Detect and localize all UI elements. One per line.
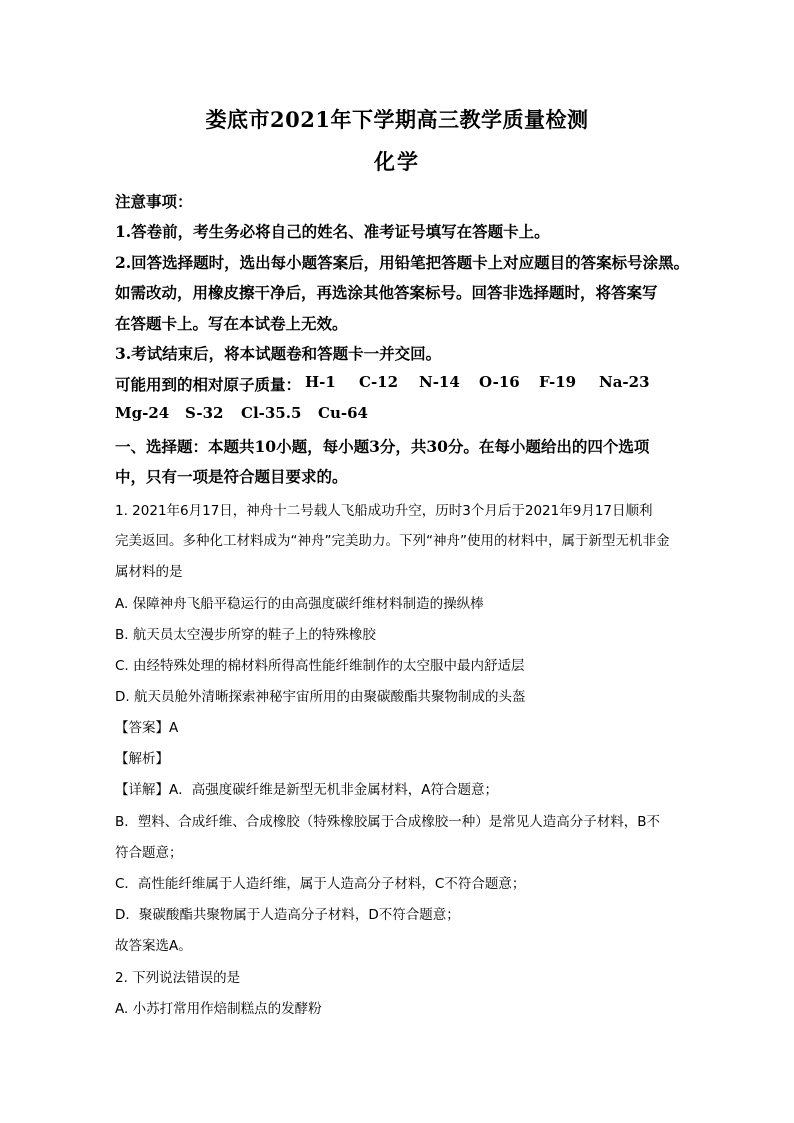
atomic-mass-value: Mg-24 bbox=[115, 404, 170, 422]
atomic-mass-value: Cl-35.5 bbox=[241, 404, 302, 422]
q1-detail-line-5: D．聚碳酸酯共聚物属于人造高分子材料，D不符合题意； bbox=[115, 907, 460, 923]
subject-title: 化学 bbox=[374, 149, 420, 174]
exam-title: 娄底市2021年下学期高三教学质量检测 bbox=[205, 107, 589, 132]
atomic-mass-value: Na-23 bbox=[599, 373, 650, 391]
q1-conclusion: 故答案选A。 bbox=[115, 938, 192, 954]
atomic-mass-value: O-16 bbox=[479, 373, 520, 391]
note-item-1: 1.答卷前，考生务必将自己的姓名、准考证号填写在答题卡上。 bbox=[115, 222, 550, 241]
note-item-2-line-1: 2.回答选择题时，选出每小题答案后，用铅笔把答题卡上对应题目的答案标号涂黑。 bbox=[115, 253, 690, 272]
atomic-mass-value: F-19 bbox=[539, 373, 577, 391]
q1-stem-line-1: 1. 2021年6月17日，神舟十二号载人飞船成功升空，历时3个月后于2021年9月17日顺利 bbox=[115, 503, 653, 519]
q2-option-a: A. 小苏打常用作焙制糕点的发酵粉 bbox=[115, 1001, 322, 1017]
q1-option-a: A. 保障神舟飞船平稳运行的由高强度碳纤维材料制造的操纵棒 bbox=[115, 596, 484, 612]
atomic-mass-value: H-1 bbox=[305, 373, 336, 391]
note-item-2-line-3: 在答题卡上。写在本试卷上无效。 bbox=[115, 314, 348, 333]
q1-stem-line-3: 属材料的是 bbox=[115, 564, 183, 580]
atomic-mass-value: N-14 bbox=[419, 373, 460, 391]
note-item-3: 3.考试结束后，将本试题卷和答题卡一并交回。 bbox=[115, 344, 442, 363]
q1-answer: 【答案】A bbox=[115, 720, 179, 736]
section-heading-line-1: 一、选择题：本题共10小题，每小题3分，共30分。在每小题给出的四个选项 bbox=[115, 437, 650, 456]
notes-heading: 注意事项： bbox=[115, 192, 193, 211]
q1-option-d: D. 航天员舱外清晰探索神秘宇宙所用的由聚碳酸酯共聚物制成的头盔 bbox=[115, 689, 526, 705]
q1-option-c: C. 由经特殊处理的棉材料所得高性能纤维制作的太空服中最内舒适层 bbox=[115, 658, 525, 674]
q2-stem: 2. 下列说法错误的是 bbox=[115, 970, 241, 986]
atomic-mass-value: C-12 bbox=[359, 373, 399, 391]
q1-detail-line-2: B．塑料、合成纤维、合成橡胶（特殊橡胶属于合成橡胶一种）是常见人造高分子材料，B不 bbox=[115, 814, 661, 830]
q1-detail-line-1: 【详解】A．高强度碳纤维是新型无机非金属材料，A符合题意； bbox=[115, 782, 498, 798]
q1-detail-line-3: 符合题意； bbox=[115, 845, 183, 861]
atomic-mass-label: 可能用到的相对原子质量： bbox=[115, 375, 302, 394]
q1-stem-line-2: 完美返回。多种化工材料成为“神舟”完美助力。下列“神舟”使用的材料中，属于新型无机非金 bbox=[115, 533, 670, 549]
section-heading-line-2: 中，只有一项是符合题目要求的。 bbox=[115, 467, 348, 486]
atomic-mass-value: S-32 bbox=[185, 404, 224, 422]
q1-detail-line-4: C．高性能纤维属于人造纤维，属于人造高分子材料，C不符合题意； bbox=[115, 876, 526, 892]
q1-option-b: B. 航天员太空漫步所穿的鞋子上的特殊橡胶 bbox=[115, 627, 376, 643]
note-item-2-line-2: 如需改动，用橡皮擦干净后，再选涂其他答案标号。回答非选择题时，将答案写 bbox=[115, 283, 658, 302]
atomic-mass-value: Cu-64 bbox=[318, 404, 368, 422]
q1-analysis-label: 【解析】 bbox=[115, 751, 169, 767]
